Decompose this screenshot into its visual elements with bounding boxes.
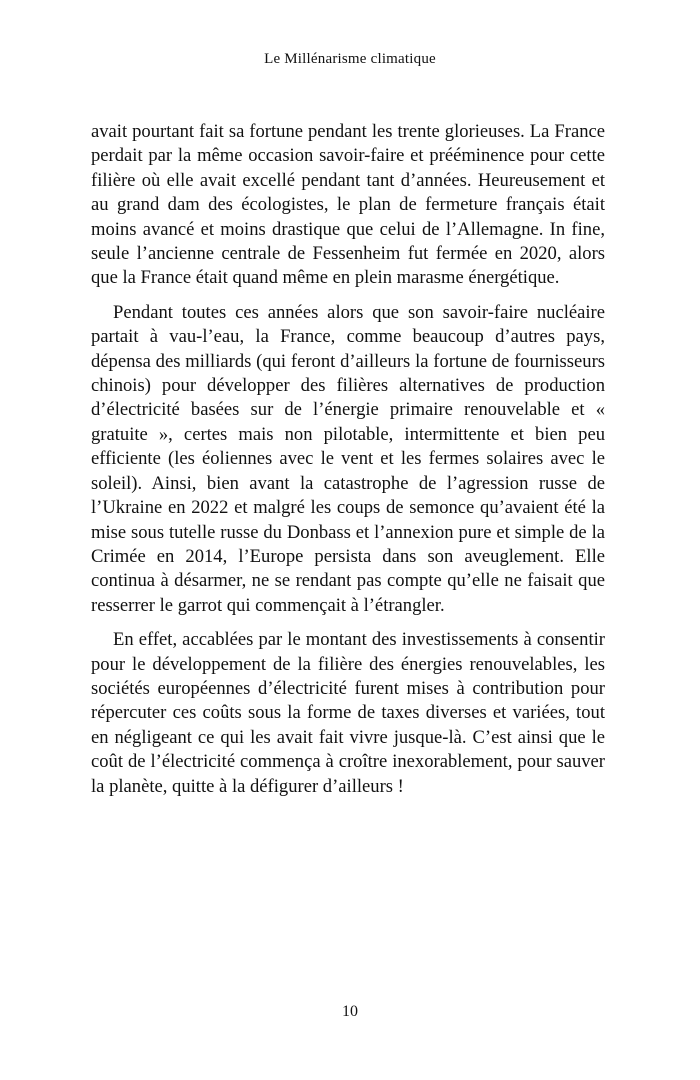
running-head: Le Millénarisme climatique	[264, 51, 436, 67]
page-number: 10	[342, 1003, 358, 1020]
body-text	[91, 120, 605, 809]
paragraph-2: Pendant toutes ces années alors que son savoir-faire nucléaire partait à vau-l’eau, la France, comme beaucoup d’autres pays, dépensa des milliards (qui feront d’ailleurs la fortune de fournisseurs chinois) pour développer des filières alternatives de production d’électricité basées sur de l’énergie primaire renouvelable et « gratuite », certes mais non pilotable, intermittente et bien peu efficiente (les éoliennes avec le vent et les fermes solaires avec le soleil). Ainsi, bien avant la catastrophe de l’agression russe de l’Ukraine en 2022 et malgré les coups de semonce qu’avaient été la mise sous tutelle russe du Donbass et l’annexion pure et simple de la Crimée en 2014, l’Europe persista dans son aveuglement. Elle continua à désarmer, ne se rendant pas compte qu’elle ne faisait que resserrer le garrot qui commençait à l’étrangler.	[91, 301, 605, 616]
paragraph-3: En effet, accablées par le montant des investissements à consentir pour le développement de la filière des énergies renouvelables, les sociétés européennes d’électricité furent mises à contribution pour répercuter ces coûts sous la forme de taxes diverses et variées, tout en négligeant ce qui les avait fait vivre jusque-là. C’est ainsi que le coût de l’électricité commença à croître inexorablement, pour sauver la planète, quitte à la défigurer d’ailleurs !	[91, 629, 605, 797]
paragraph-1: avait pourtant fait sa fortune pendant les trente glorieuses. La France perdait par la même occasion savoir-faire et prééminence pour cette filière où elle avait excellé pendant tant d’années. Heureusement et au grand dam des écologistes, le plan de fermeture français était moins avancé et moins drastique que celui de l’Allemagne. In fine, seule l’ancienne centrale de Fessenheim fut fermée en 2020, alors que la France était quand même en plein marasme énergétique.	[91, 121, 605, 289]
